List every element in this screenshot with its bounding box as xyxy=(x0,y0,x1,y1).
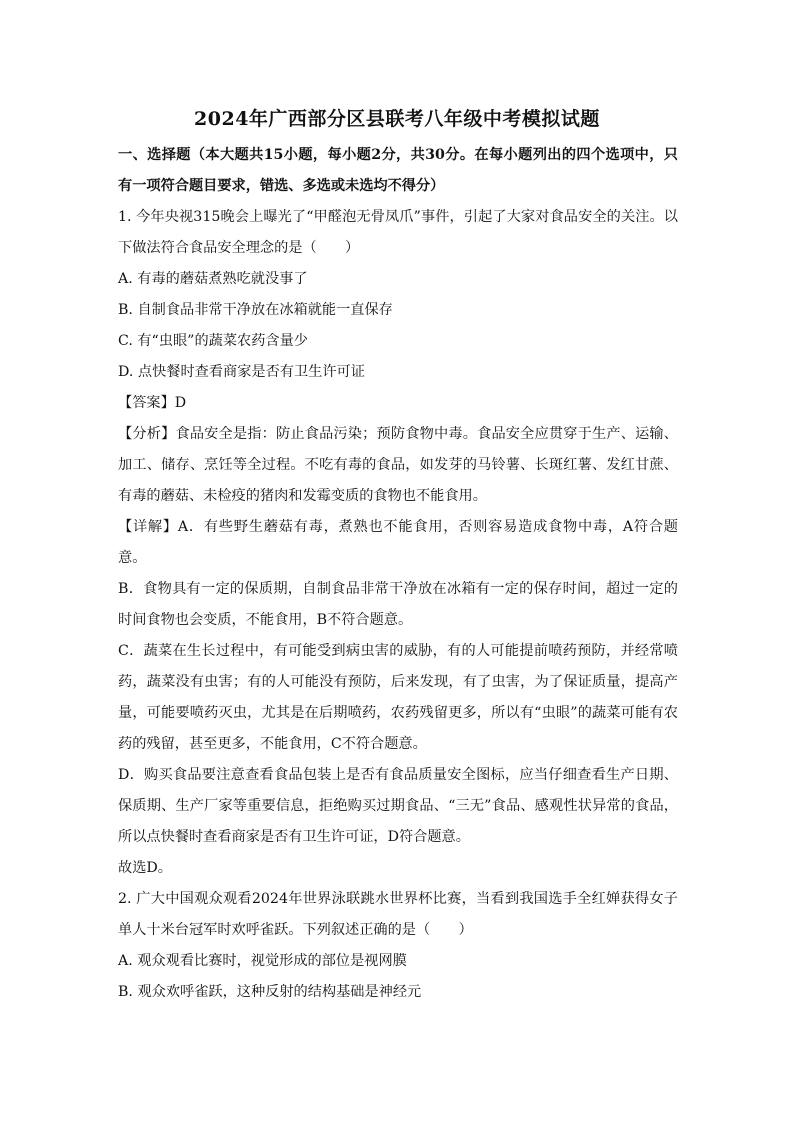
question-stem-line: 下做法符合食品安全理念的是（ ） xyxy=(118,240,360,256)
question-stem-line: 1. 今年央视315晚会上曝光了“甲醛泡无骨凤爪”事件，引起了大家对食品安全的关注。以 xyxy=(118,209,678,225)
analysis-line: 有毒的蘑菇、未检疫的猪肉和发霉变质的食物也不能食用。 xyxy=(118,488,487,504)
detail-line: 量，可能要喷药灭虫，尤其是在后期喷药，农药残留更多，所以有“虫眼”的蔬菜可能有农 xyxy=(118,705,678,721)
detail-line: 【详解】A．有些野生蘑菇有毒，煮熟也不能食用，否则容易造成食物中毒，A符合题 xyxy=(118,519,678,535)
detail-line: 保质期、生产厂家等重要信息，拒绝购买过期食品、“三无”食品、感观性状异常的食品， xyxy=(118,798,678,814)
option-d: D. 点快餐时查看商家是否有卫生许可证 xyxy=(118,364,365,380)
detail-line: 所以点快餐时查看商家是否有卫生许可证，D符合题意。 xyxy=(118,829,470,845)
analysis-line: 加工、储存、烹饪等全过程。不吃有毒的食品，如发芽的马铃薯、长斑红薯、发红甘蔗、 xyxy=(118,457,678,473)
detail-line: 药的残留，甚至更多，不能食用，C不符合题意。 xyxy=(118,736,427,752)
detail-line: 药，蔬菜没有虫害；有的人可能没有预防，后来发现，有了虫害，为了保证质量，提高产 xyxy=(118,674,678,690)
detail-line: C．蔬菜在生长过程中，有可能受到病虫害的威胁，有的人可能提前喷药预防，并经常喷 xyxy=(118,643,678,659)
option-a: A. 有毒的蘑菇煮熟吃就没事了 xyxy=(118,271,308,287)
option-b: B. 观众欢呼雀跃，这种反射的结构基础是神经元 xyxy=(118,984,422,1000)
conclusion-line: 故选D。 xyxy=(118,860,172,876)
detail-line: 时间食物也会变质，不能食用，B不符合题意。 xyxy=(118,612,413,628)
answer-line: 【答案】D xyxy=(118,395,187,411)
section-header-line: 一、选择题（本大题共15小题，每小题2分，共30分。在每小题列出的四个选项中，只 xyxy=(118,147,678,163)
option-b: B. 自制食品非常干净放在冰箱就能一直保存 xyxy=(118,302,393,318)
detail-line: B．食物具有一定的保质期，自制食品非常干净放在冰箱有一定的保存时间，超过一定的 xyxy=(118,581,678,597)
page-title: 2024年广西部分区县联考八年级中考模拟试题 xyxy=(194,108,600,130)
option-c: C. 有“虫眼”的蔬菜农药含量少 xyxy=(118,333,308,349)
question-stem-line: 2. 广大中国观众观看2024年世界泳联跳水世界杯比赛，当看到我国选手全红婵获得女子 xyxy=(118,891,678,907)
analysis-line: 【分析】食品安全是指：防止食品污染；预防食物中毒。食品安全应贯穿于生产、运输、 xyxy=(118,426,678,442)
question-stem-line: 单人十米台冠军时欢呼雀跃。下列叙述正确的是（ ） xyxy=(118,922,473,938)
section-header-line: 有一项符合题目要求，错选、多选或未选均不得分） xyxy=(118,178,445,194)
option-a: A. 观众观看比赛时，视觉形成的部位是视网膜 xyxy=(118,953,407,969)
detail-line: D．购买食品要注意查看食品包装上是否有食品质量安全图标，应当仔细查看生产日期、 xyxy=(118,767,678,783)
detail-line: 意。 xyxy=(118,550,147,566)
